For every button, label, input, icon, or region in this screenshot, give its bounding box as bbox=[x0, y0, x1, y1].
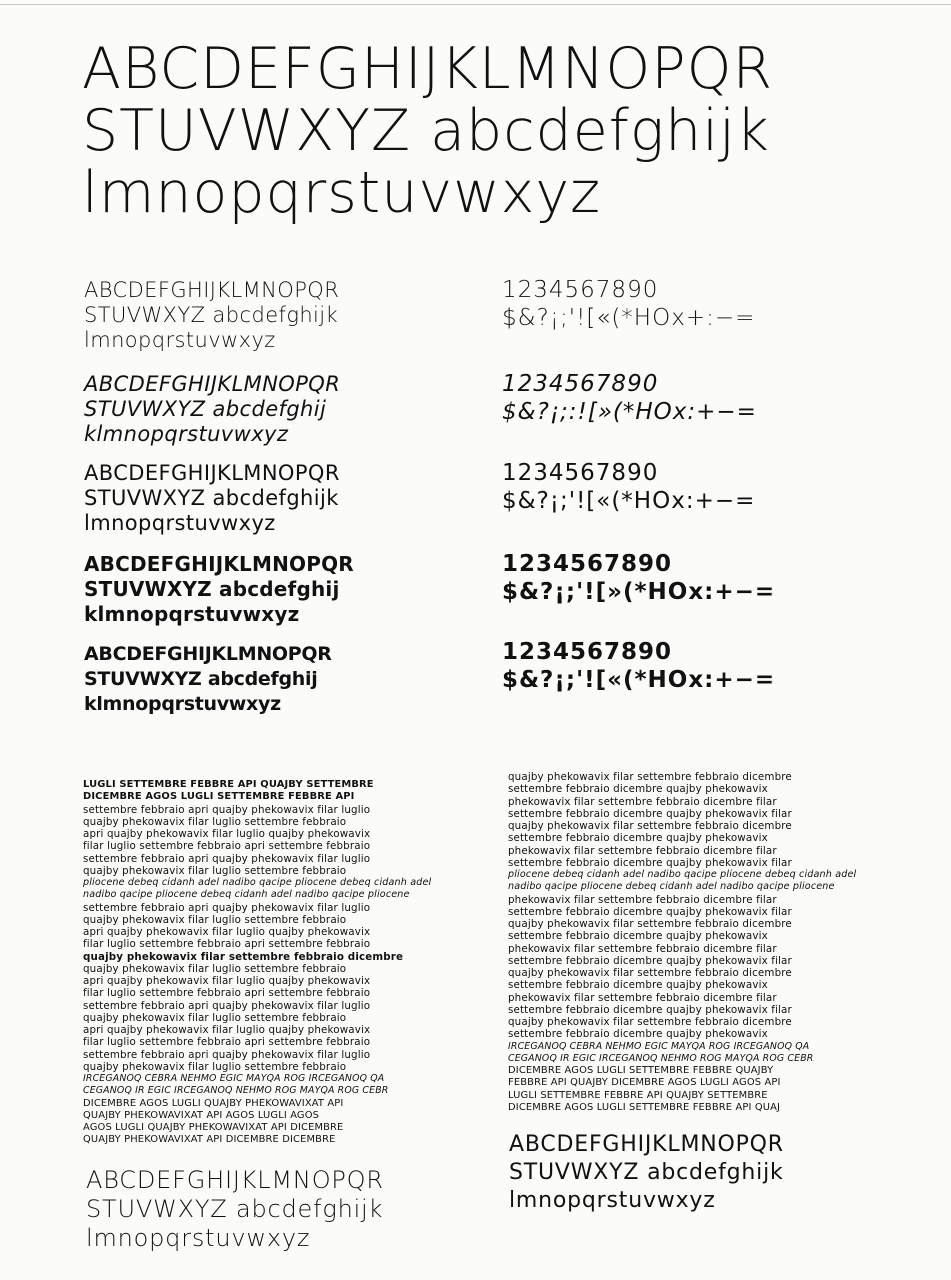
specimen-bottom-right bbox=[509, 1131, 784, 1215]
text-line: settembre febbraio dicembre quajby phekowavix filar bbox=[508, 1003, 792, 1016]
text-line: QUAJBY PHEKOWAVIXAT API AGOS LUGLI AGOS bbox=[83, 1109, 320, 1121]
text-line: CEGANOQ IR EGIC IRCEGANOQ NEHMO ROG MAYQA ROG CEBR bbox=[83, 1085, 389, 1097]
text-column-left bbox=[83, 779, 431, 1147]
specimen-regular-figures bbox=[502, 459, 755, 515]
specimen-line: klmnopqrstuvwxyz bbox=[84, 693, 281, 715]
text-line: settembre febbraio dicembre quajby phekowavix bbox=[508, 1028, 768, 1041]
hero-line: ABCDEFGHIJKLMNOPQR bbox=[82, 36, 774, 102]
text-column-right bbox=[508, 771, 856, 1114]
specimen-bottom-left bbox=[86, 1166, 384, 1253]
text-line: nadibo qacipe pliocene debeq cidanh adel nadibo qacipe pliocene bbox=[508, 881, 835, 893]
specimen-bold-letters bbox=[84, 552, 354, 627]
specimen-line: klmnopqrstuvwxyz bbox=[84, 602, 300, 626]
specimen-line: ABCDEFGHIJKLMNOPQR bbox=[84, 643, 332, 665]
text-line: IRCEGANOQ CEBRA NEHMO EGIC MAYQA ROG IRCEGANOQ QA bbox=[508, 1040, 810, 1052]
symbols-line: $&?¡;'![«(*HOx+:−= bbox=[502, 305, 756, 331]
specimen-regular-letters bbox=[84, 461, 340, 536]
text-line: quajby phekowavix filar luglio settembre febbraio bbox=[83, 913, 347, 926]
specimen-thin-figures bbox=[502, 276, 755, 332]
specimen-italic-figures bbox=[502, 370, 757, 426]
text-line: LUGLI SETTEMBRE FEBBRE API QUAJBY SETTEMBRE bbox=[83, 779, 374, 790]
text-line: settembre febbraio apri quajby phekowavix filar luglio bbox=[83, 803, 371, 816]
specimen-line: ABCDEFGHIJKLMNOPQR bbox=[86, 1166, 384, 1194]
specimen-line: STUVWXYZ abcdefghijk bbox=[84, 303, 339, 327]
text-line: quajby phekowavix filar settembre febbraio dicembre bbox=[508, 820, 792, 832]
figures-line: 1234567890 bbox=[502, 639, 673, 665]
text-line: settembre febbraio dicembre quajby phekowavix filar bbox=[508, 856, 792, 869]
top-edge-rule bbox=[0, 4, 951, 5]
text-line: quajby phekowavix filar luglio settembre febbraio bbox=[83, 962, 347, 975]
text-line: quajby phekowavix filar settembre febbraio dicembre bbox=[508, 918, 792, 930]
specimen-line: ABCDEFGHIJKLMNOPQR bbox=[509, 1132, 784, 1157]
specimen-line: ABCDEFGHIJKLMNOPQR bbox=[84, 461, 340, 485]
specimen-line: STUVWXYZ abcdefghij bbox=[84, 397, 327, 421]
specimen-line: klmnopqrstuvwxyz bbox=[84, 422, 289, 446]
text-line: pliocene debeq cidanh adel nadibo qacipe pliocene debeq cidanh adel bbox=[83, 877, 432, 888]
specimen-line: lmnopqrstuvwxyz bbox=[84, 328, 276, 352]
specimen-line: lmnopqrstuvwxyz bbox=[509, 1188, 716, 1213]
text-line: quajby phekowavix filar settembre febbraio dicembre bbox=[83, 950, 404, 963]
text-line: quajby phekowavix filar luglio settembre febbraio bbox=[83, 1060, 347, 1073]
text-line: settembre febbraio apri quajby phekowavix filar luglio bbox=[83, 852, 371, 865]
text-line: filar luglio settembre febbraio apri settembre febbraio bbox=[83, 938, 371, 951]
symbols-line: $&?¡;'![«(*HOx:+−= bbox=[502, 667, 776, 693]
text-line: settembre febbraio dicembre quajby phekowavix bbox=[508, 930, 768, 943]
text-line: apri quajby phekowavix filar luglio quajby phekowavix bbox=[83, 828, 371, 840]
text-line: CEGANOQ IR EGIC IRCEGANOQ NEHMO ROG MAYQA ROG CEBR bbox=[508, 1052, 814, 1064]
text-line: DICEMBRE AGOS LUGLI QUAJBY PHEKOWAVIXAT API bbox=[83, 1097, 344, 1109]
specimen-line: ABCDEFGHIJKLMNOPQR bbox=[84, 372, 341, 396]
figures-line: 1234567890 bbox=[502, 371, 659, 397]
figures-line: 1234567890 bbox=[502, 277, 659, 303]
specimen-line: STUVWXYZ abcdefghijk bbox=[84, 486, 339, 510]
symbols-line: $&?¡;'![«(*HOx:+−= bbox=[502, 488, 756, 514]
text-line: quajby phekowavix filar settembre febbraio dicembre bbox=[508, 1016, 792, 1028]
symbols-line: $&?¡;'![»(*HOx:+−= bbox=[502, 579, 776, 605]
hero-line: STUVWXYZ abcdefghijk bbox=[82, 98, 770, 164]
symbols-line: $&?¡;:![»(*HOx:+−= bbox=[502, 399, 757, 425]
text-line: DICEMBRE AGOS LUGLI SETTEMBRE FEBBRE API bbox=[83, 791, 355, 803]
text-line: LUGLI SETTEMBRE FEBBRE API QUAJBY SETTEMBRE bbox=[508, 1089, 768, 1101]
text-line: quajby phekowavix filar luglio settembre febbraio bbox=[83, 864, 347, 877]
specimen-line: ABCDEFGHIJKLMNOPQR bbox=[84, 278, 340, 302]
hero-specimen bbox=[82, 38, 773, 224]
text-line: quajby phekowavix filar luglio settembre febbraio bbox=[83, 1011, 347, 1024]
text-line: quajby phekowavix filar settembre febbraio dicembre bbox=[508, 771, 792, 783]
text-line: settembre febbraio dicembre quajby phekowavix bbox=[508, 979, 768, 992]
specimen-line: STUVWXYZ abcdefghij bbox=[84, 577, 340, 601]
text-line: QUAJBY PHEKOWAVIXAT API DICEMBRE DICEMBRE bbox=[83, 1134, 336, 1146]
text-line: phekowavix filar settembre febbraio dicembre filar bbox=[508, 991, 777, 1004]
text-line: settembre febbraio dicembre quajby phekowavix filar bbox=[508, 807, 792, 820]
text-line: phekowavix filar settembre febbraio dicembre filar bbox=[508, 942, 777, 955]
text-line: DICEMBRE AGOS LUGLI SETTEMBRE FEBBRE QUAJBY bbox=[508, 1065, 774, 1076]
text-line: phekowavix filar settembre febbraio dicembre filar bbox=[508, 893, 777, 906]
figures-line: 1234567890 bbox=[502, 551, 673, 577]
text-line: settembre febbraio dicembre quajby phekowavix filar bbox=[508, 954, 792, 967]
text-line: apri quajby phekowavix filar luglio quajby phekowavix bbox=[83, 926, 371, 938]
specimen-line: STUVWXYZ abcdefghijk bbox=[86, 1195, 384, 1223]
text-line: nadibo qacipe pliocene debeq cidanh adel nadibo qacipe pliocene bbox=[83, 889, 410, 901]
text-line: settembre febbraio dicembre quajby phekowavix filar bbox=[508, 905, 792, 918]
text-line: settembre febbraio apri quajby phekowavix filar luglio bbox=[83, 999, 371, 1012]
text-line: settembre febbraio dicembre quajby phekowavix bbox=[508, 783, 768, 796]
text-line: filar luglio settembre febbraio apri settembre febbraio bbox=[83, 840, 371, 853]
text-line: quajby phekowavix filar settembre febbraio dicembre bbox=[508, 967, 792, 979]
text-line: quajby phekowavix filar luglio settembre febbraio bbox=[83, 815, 347, 828]
specimen-line: STUVWXYZ abcdefghijk bbox=[509, 1160, 784, 1185]
text-line: apri quajby phekowavix filar luglio quajby phekowavix bbox=[83, 1024, 371, 1036]
specimen-heavy-letters bbox=[84, 642, 332, 717]
specimen-line: lmnopqrstuvwxyz bbox=[86, 1224, 311, 1252]
figures-line: 1234567890 bbox=[502, 460, 659, 486]
text-line: FEBBRE API QUAJBY DICEMBRE AGOS LUGLI AGOS API bbox=[508, 1077, 781, 1089]
text-line: pliocene debeq cidanh adel nadibo qacipe pliocene debeq cidanh adel bbox=[508, 869, 857, 880]
specimen-bold-figures bbox=[502, 550, 775, 606]
specimen-italic-letters bbox=[84, 372, 340, 447]
hero-line: lmnopqrstuvwxyz bbox=[82, 160, 602, 226]
specimen-line: STUVWXYZ abcdefghij bbox=[84, 668, 318, 690]
specimen-line: ABCDEFGHIJKLMNOPQR bbox=[84, 552, 354, 576]
text-line: settembre febbraio dicembre quajby phekowavix bbox=[508, 832, 768, 845]
text-line: phekowavix filar settembre febbraio dicembre filar bbox=[508, 844, 777, 857]
text-line: apri quajby phekowavix filar luglio quajby phekowavix bbox=[83, 975, 371, 987]
specimen-thin-letters bbox=[84, 278, 339, 353]
text-line: filar luglio settembre febbraio apri settembre febbraio bbox=[83, 1036, 371, 1049]
text-line: filar luglio settembre febbraio apri settembre febbraio bbox=[83, 987, 371, 1000]
specimen-line: lmnopqrstuvwxyz bbox=[84, 511, 276, 535]
text-line: AGOS LUGLI QUAJBY PHEKOWAVIXAT API DICEMBRE bbox=[83, 1122, 344, 1133]
text-line: IRCEGANOQ CEBRA NEHMO EGIC MAYQA ROG IRCEGANOQ QA bbox=[83, 1073, 385, 1084]
text-line: DICEMBRE AGOS LUGLI SETTEMBRE FEBBRE API QUAJ bbox=[508, 1101, 781, 1113]
text-line: settembre febbraio apri quajby phekowavix filar luglio bbox=[83, 901, 371, 914]
specimen-heavy-figures bbox=[502, 638, 775, 694]
text-line: phekowavix filar settembre febbraio dicembre filar bbox=[508, 795, 777, 808]
text-line: settembre febbraio apri quajby phekowavix filar luglio bbox=[83, 1048, 371, 1061]
